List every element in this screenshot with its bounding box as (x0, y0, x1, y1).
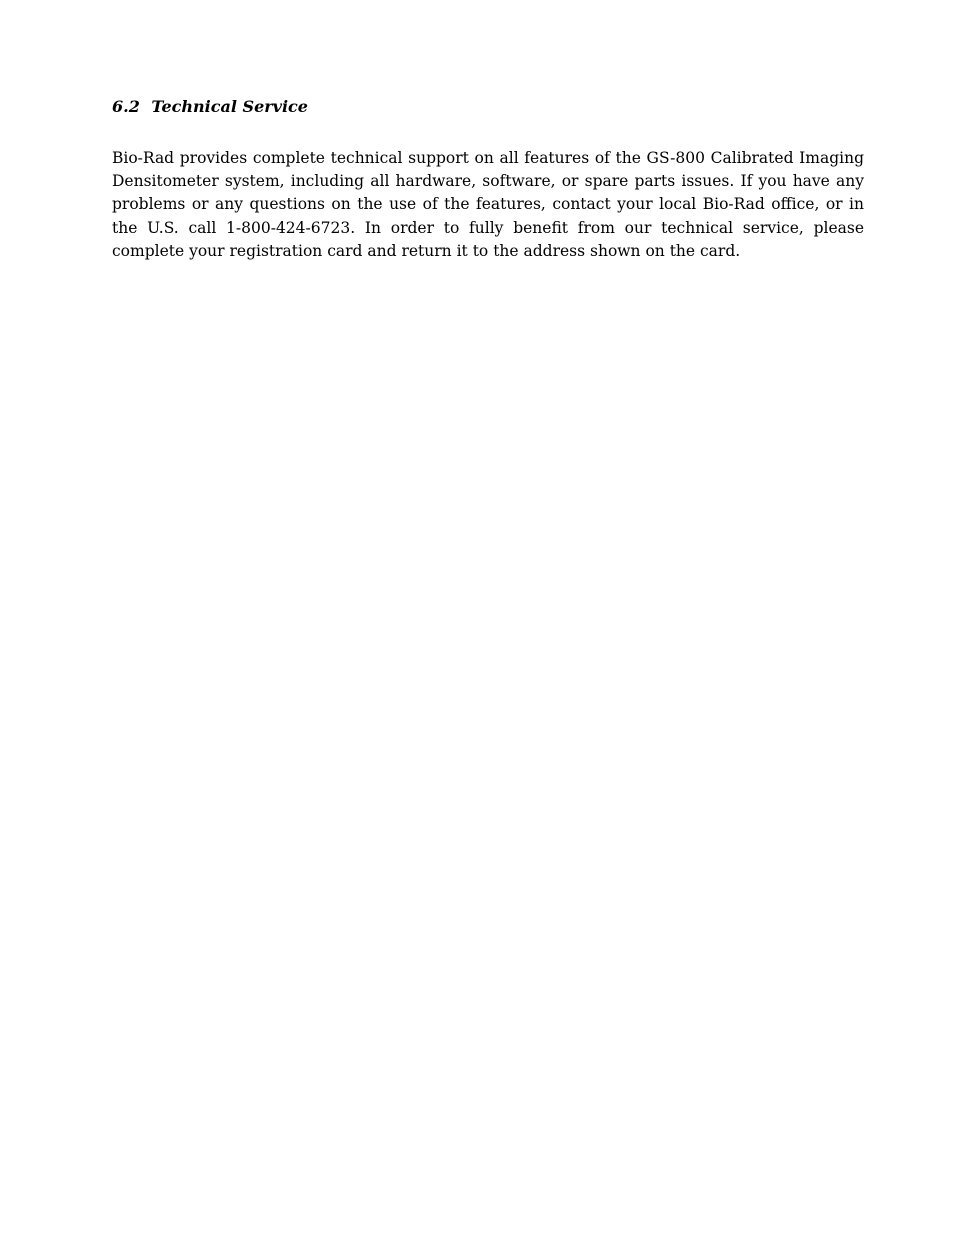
technical-service-paragraph: Bio-Rad provides complete technical support on all features of the GS-800 Calibrated Imaging Densitometer system, including all hardware, software, or spare parts issues. If you have any problems or any questions on the use of the features, contact your local Bio-Rad office, or in the U.S. call 1-800-424-6723. In order to fully benefit from our technical service, please complete your registration card and return it to the address shown on the card. (112, 149, 864, 260)
section-heading (112, 95, 308, 119)
section-number: 6.2 (112, 97, 140, 116)
section-title: Technical Service (151, 97, 308, 116)
